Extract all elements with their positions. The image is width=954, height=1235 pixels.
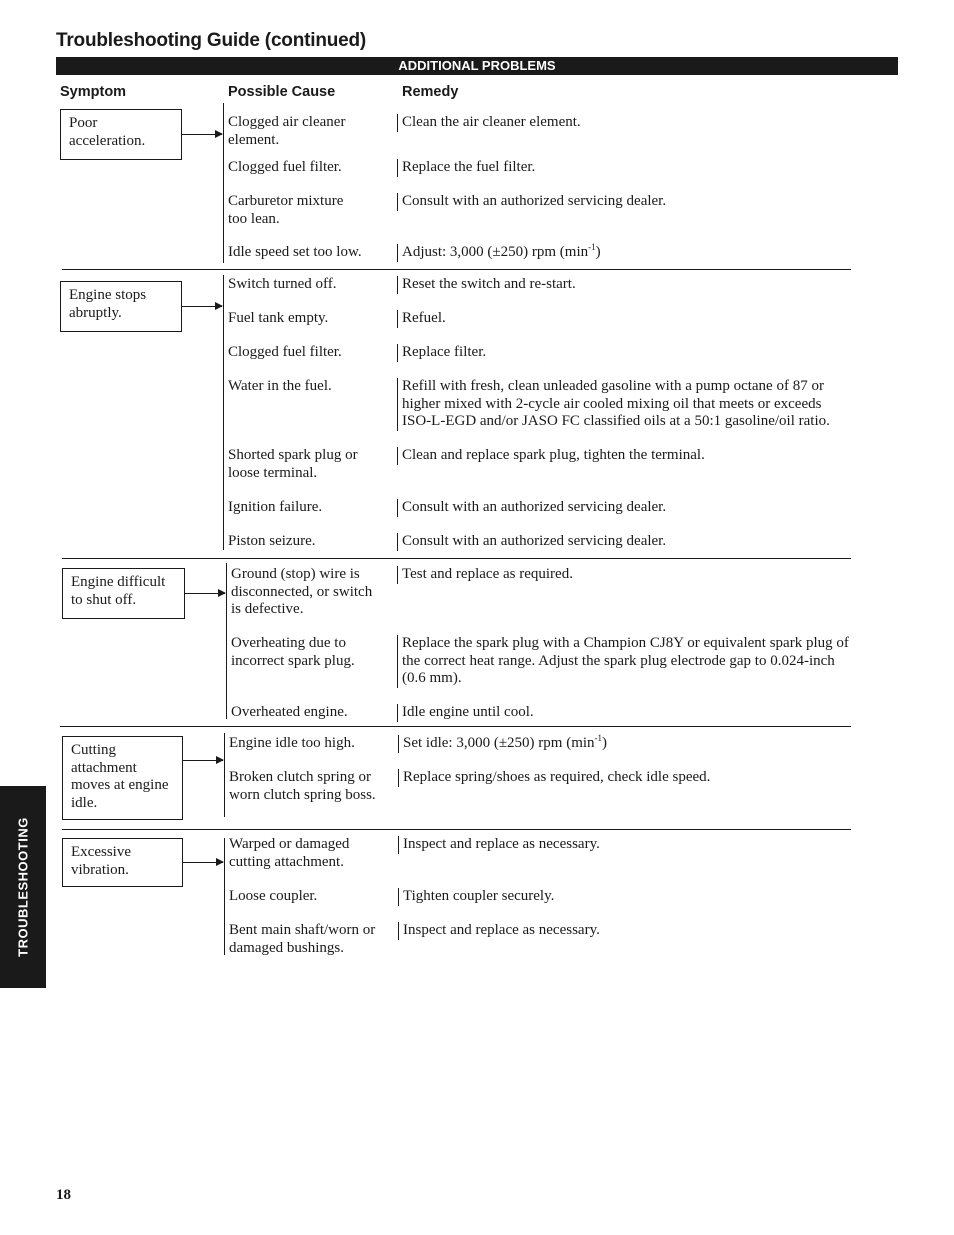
possible-cause: Loose coupler. bbox=[229, 888, 318, 904]
possible-cause: Shorted spark plug or loose terminal. bbox=[228, 447, 358, 481]
remedy bbox=[397, 533, 849, 551]
remedy-text: Reset the switch and re-start. bbox=[402, 276, 576, 292]
bracket-line bbox=[223, 275, 224, 550]
remedy bbox=[397, 704, 849, 722]
possible-cause: Fuel tank empty. bbox=[228, 310, 329, 326]
group-divider bbox=[62, 269, 851, 270]
remedy-text: Clean the air cleaner element. bbox=[402, 114, 581, 130]
possible-cause: Bent main shaft/worn or damaged bushings. bbox=[229, 922, 376, 956]
remedy-text: Inspect and replace as necessary. bbox=[403, 836, 600, 852]
remedy-text: Refuel. bbox=[402, 310, 446, 326]
page-title: Troubleshooting Guide (continued) bbox=[56, 30, 367, 51]
remedy-text: Clean and replace spark plug, tighten the terminal. bbox=[402, 447, 705, 463]
remedy bbox=[397, 244, 849, 262]
remedy bbox=[397, 276, 849, 294]
section-header: ADDITIONAL PROBLEMS bbox=[56, 57, 898, 75]
remedy bbox=[398, 922, 850, 940]
remedy-text: Replace the spark plug with a Champion CJ8Y or equivalent spark plug of the correct heat range. Adjust the spark plug electrode gap to 0.024-inch (0.6 mm). bbox=[402, 635, 849, 686]
bracket-line bbox=[224, 733, 225, 817]
remedy bbox=[397, 193, 849, 211]
arrow-icon bbox=[185, 593, 225, 594]
remedy-superscript: -1 bbox=[588, 242, 596, 252]
group-divider bbox=[62, 829, 851, 830]
remedy-text: Consult with an authorized servicing dealer. bbox=[402, 533, 667, 549]
remedy-text: Refill with fresh, clean unleaded gasoline with a pump octane of 87 or higher mixed with 2-cycle air cooled mixing oil that meets or exceeds ISO-L-EGD and/or JASO FC classified oils at a 50:1 gasoline/oil ratio. bbox=[402, 378, 830, 429]
remedy bbox=[397, 378, 849, 431]
possible-cause: Ground (stop) wire is disconnected, or switch is defective. bbox=[231, 566, 373, 617]
possible-cause: Water in the fuel. bbox=[228, 378, 332, 394]
side-tab-label: TROUBLESHOOTING bbox=[15, 817, 31, 957]
symptom-box: Poor acceleration. bbox=[60, 109, 182, 160]
bracket-line bbox=[224, 838, 225, 955]
possible-cause: Overheating due to incorrect spark plug. bbox=[231, 635, 355, 669]
remedy-text-after: ) bbox=[595, 244, 601, 260]
possible-cause: Overheated engine. bbox=[231, 704, 348, 720]
symptom-box: Excessive vibration. bbox=[62, 838, 183, 887]
column-header-symptom: Symptom bbox=[60, 84, 127, 100]
arrow-icon bbox=[183, 862, 223, 863]
group-divider bbox=[60, 726, 851, 727]
possible-cause: Clogged fuel filter. bbox=[228, 159, 342, 175]
side-tab bbox=[0, 786, 46, 988]
possible-cause: Warped or damaged cutting attachment. bbox=[229, 836, 350, 870]
remedy bbox=[397, 159, 849, 177]
possible-cause: Carburetor mixture too lean. bbox=[228, 193, 344, 227]
symptom-box: Engine stops abruptly. bbox=[60, 281, 182, 332]
possible-cause: Engine idle too high. bbox=[229, 735, 355, 751]
remedy bbox=[398, 769, 850, 787]
possible-cause: Switch turned off. bbox=[228, 276, 337, 292]
remedy-text: Adjust: 3,000 (±250) rpm (min bbox=[402, 244, 589, 260]
remedy bbox=[397, 566, 849, 584]
possible-cause: Piston seizure. bbox=[228, 533, 316, 549]
bracket-line bbox=[226, 563, 227, 719]
remedy-text: Consult with an authorized servicing dealer. bbox=[402, 499, 667, 515]
arrow-icon bbox=[182, 134, 222, 135]
arrow-icon bbox=[182, 306, 222, 307]
remedy bbox=[397, 310, 849, 328]
remedy bbox=[397, 447, 849, 465]
remedy-text: Set idle: 3,000 (±250) rpm (min bbox=[403, 735, 595, 751]
symptom-box: Engine difficult to shut off. bbox=[62, 568, 185, 619]
column-header-cause: Possible Cause bbox=[228, 84, 336, 100]
column-header-remedy: Remedy bbox=[402, 84, 459, 100]
remedy-text: Replace spring/shoes as required, check idle speed. bbox=[403, 769, 711, 785]
remedy-text: Inspect and replace as necessary. bbox=[403, 922, 600, 938]
possible-cause: Ignition failure. bbox=[228, 499, 323, 515]
remedy-text-after: ) bbox=[602, 735, 608, 751]
remedy bbox=[398, 836, 850, 854]
remedy-text: Idle engine until cool. bbox=[402, 704, 534, 720]
remedy bbox=[398, 888, 850, 906]
remedy bbox=[397, 114, 849, 132]
remedy-superscript: -1 bbox=[594, 733, 603, 743]
remedy bbox=[397, 499, 849, 517]
possible-cause: Broken clutch spring or worn clutch spring boss. bbox=[229, 769, 376, 803]
possible-cause: Clogged air cleaner element. bbox=[228, 114, 346, 148]
remedy bbox=[398, 735, 850, 753]
group-divider bbox=[62, 558, 851, 559]
remedy-text: Tighten coupler securely. bbox=[403, 888, 555, 904]
possible-cause: Clogged fuel filter. bbox=[228, 344, 342, 360]
bracket-line bbox=[223, 103, 224, 263]
page-number: 18 bbox=[56, 1187, 71, 1203]
possible-cause: Idle speed set too low. bbox=[228, 244, 362, 260]
remedy bbox=[397, 344, 849, 362]
remedy-text: Consult with an authorized servicing dealer. bbox=[402, 193, 667, 209]
symptom-box: Cutting attachment moves at engine idle. bbox=[62, 736, 183, 820]
remedy-text: Replace filter. bbox=[402, 344, 487, 360]
remedy bbox=[397, 635, 849, 688]
remedy-text: Replace the fuel filter. bbox=[402, 159, 536, 175]
arrow-icon bbox=[183, 760, 223, 761]
remedy-text: Test and replace as required. bbox=[402, 566, 573, 582]
